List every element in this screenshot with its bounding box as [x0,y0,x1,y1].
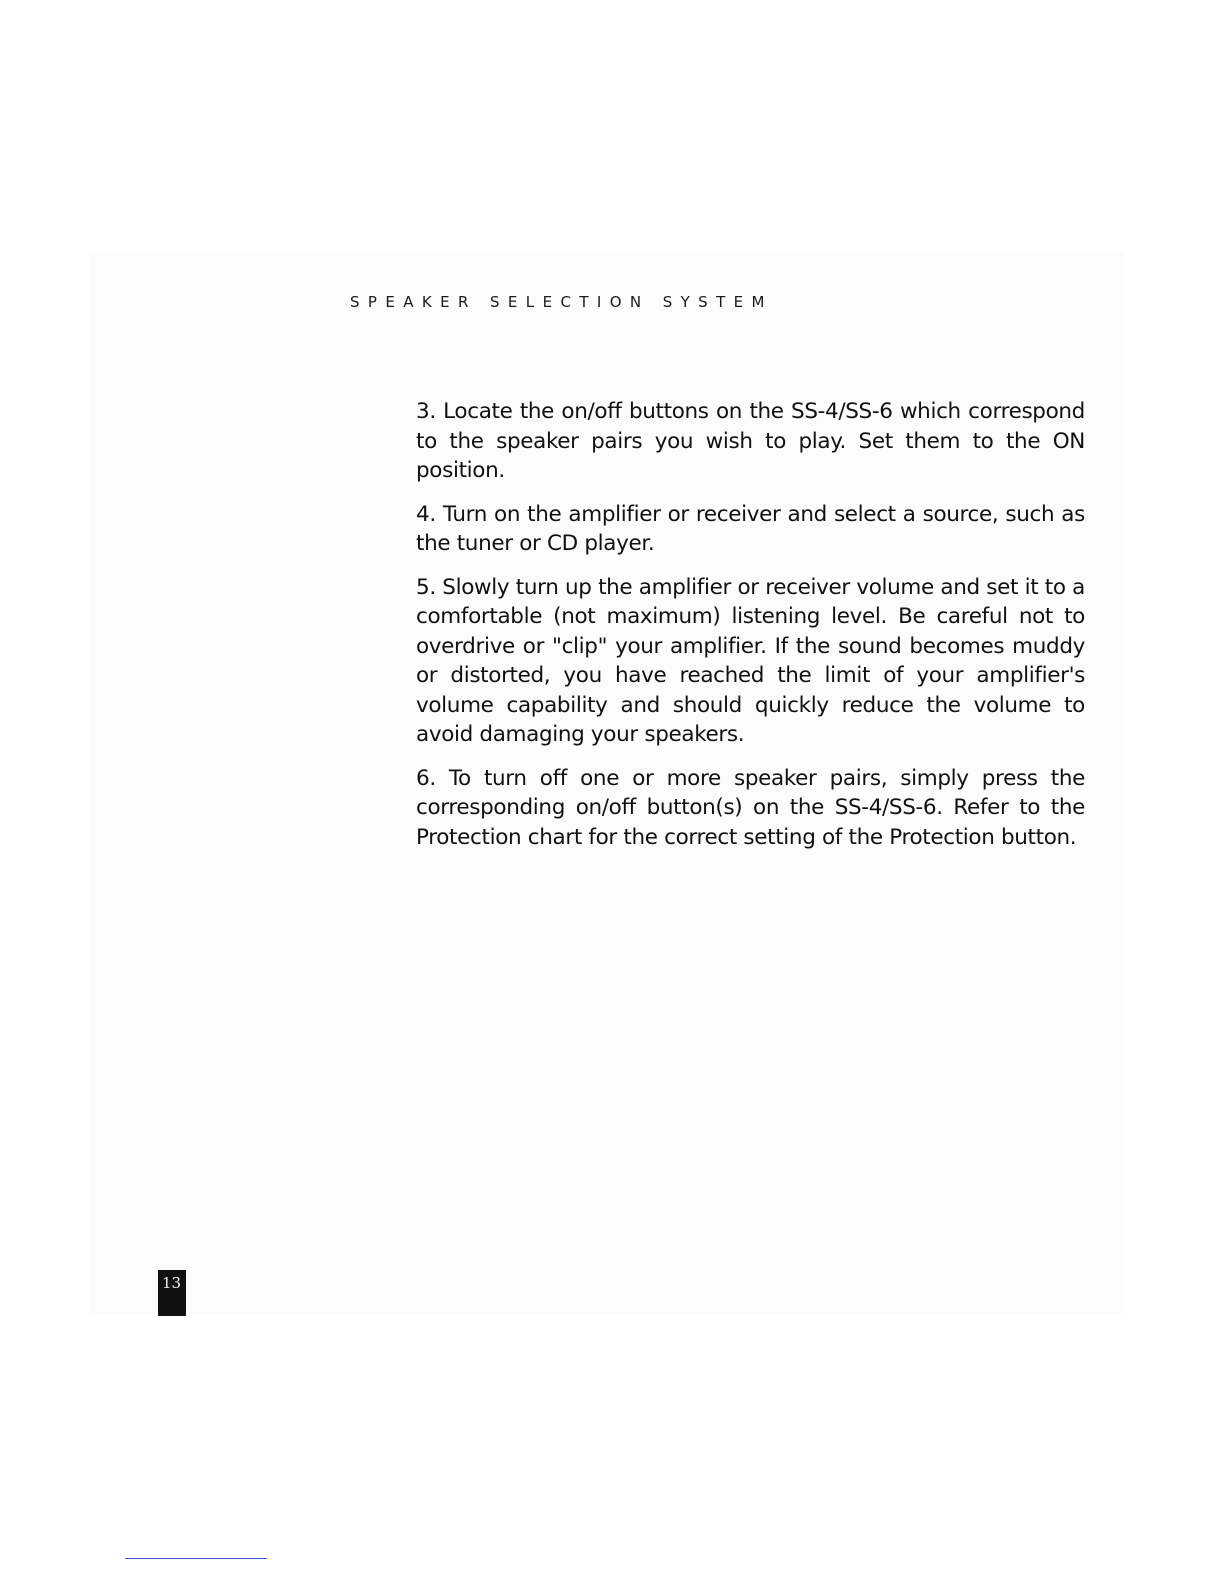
step-3-paragraph: 3. Locate the on/off buttons on the SS-4/SS-6 which correspond to the speaker pairs you wish to play. Set them to the ON position. [416,399,1085,483]
running-header: SPEAKER SELECTION SYSTEM [350,293,773,311]
step-5-paragraph: 5. Slowly turn up the amplifier or receiver volume and set it to a comfortable (not maximum) listening level. Be careful not to overdrive or "clip" your amplifier. If the sound becomes muddy or distorted, you have reached the limit of your amplifier's volume capability and should quickly reduce the volume to avoid damaging your speakers. [416,574,1085,747]
step-4-paragraph: 4. Turn on the amplifier or receiver and select a source, such as the tuner or CD player. [416,501,1085,556]
instructions-body [416,397,1085,866]
page-number: 13 [162,1274,182,1292]
bottom-rule [125,1558,267,1559]
step-6-paragraph: 6. To turn off one or more speaker pairs, simply press the corresponding on/off button(s) on the SS-4/SS-6. Refer to the Protection chart for the correct setting of the Protection button. [416,765,1085,850]
